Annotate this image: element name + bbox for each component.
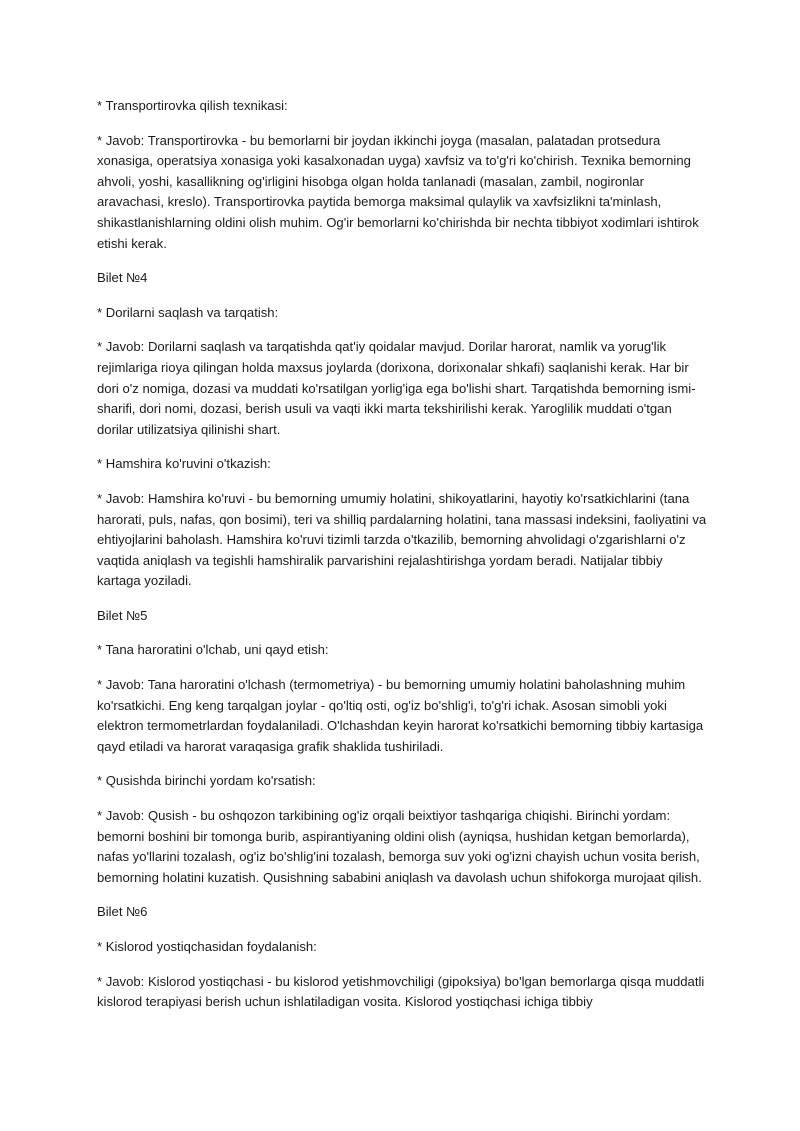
ticket-title: Bilet №5: [97, 607, 148, 623]
answer-paragraph: * Javob: Tana haroratini o'lchash (termometriya) - bu bemorning umumiy holatini baholashning muhim ko'rsatkichi. Eng keng tarqalgan joylar - qo'ltiq osti, og'iz bo'shlig'i, to'g'ri ichak. Asosan simobli yoki elektron termometrlardan foydalaniladi. O'lchashdan keyin harorat ko'rsatkichi bemorning tibbiy kartasiga qayd etiladi va harorat varaqasiga grafik shaklida tushiriladi.: [97, 677, 704, 754]
answer-paragraph: * Javob: Hamshira ko'ruvi - bu bemorning umumiy holatini, shikoyatlarini, hayotiy ko'rsatkichlarini (tana harorati, puls, nafas, qon bosimi), teri va shilliq pardalarning holatini, tana massasi indeksini, faoliyatini va ehtiyojlarini baholash. Hamshira ko'ruvi tizimli tarzda o'tkazilib, bemorning ahvolidagi o'zgarishlarni o'z vaqtida aniqlash va tegishli hamshiralik parvarishini rejalashtirishga yordam beradi. Natijalar tibbiy kartaga yoziladi.: [97, 490, 707, 589]
question-heading: * Transportirovka qilish texnikasi:: [97, 98, 288, 113]
question-heading: * Dorilarni saqlash va tarqatish:: [97, 304, 279, 320]
question-heading: * Kislorod yostiqchasidan foydalanish:: [97, 939, 317, 954]
question-heading: * Qusishda birinchi yordam ko'rsatish:: [97, 773, 316, 789]
ticket-title: Bilet №4: [97, 270, 148, 286]
answer-paragraph: * Javob: Qusish - bu oshqozon tarkibining og'iz orqali beixtiyor tashqariga chiqishi. Birinchi yordam: bemorni boshini bir tomonga burib, aspirantiyaning oldini olish (ayniqsa, hushidan ketgan bemorlarda), nafas yo'llarini tozalash, og'iz bo'shlig'ini tozalash, bemorga suv yoki og'izni chayish uchun vosita berish, bemorning holatini kuzatish. Qusishning sababini aniqlash va davolash uchun shifokorga murojaat qilish.: [97, 808, 702, 885]
ticket-title: Bilet №6: [97, 904, 148, 920]
answer-paragraph: * Javob: Transportirovka - bu bemorlarni bir joydan ikkinchi joyga (masalan, palatadan protsedura xonasiga, operatsiya xonasiga yoki kasalxonadan uyga) xavfsiz va to'g'ri ko'chirish. Texnika bemorning ahvoli, yoshi, kasallikning og'irligini hisobga olgan holda tanlanadi (masalan, zambil, nogironlar aravachasi, kreslo). Transportirovka paytida bemorga maksimal qulaylik va xavfsizlikni ta'minlash, shikastlanishlarning oldini olish muhim. Og'ir bemorlarni ko'chirishda bir nechta tibbiyot xodimlari ishtirok etishi kerak.: [97, 132, 699, 251]
answer-paragraph: * Javob: Kislorod yostiqchasi - bu kislorod yetishmovchiligi (gipoksiya) bo'lgan bemorlarga qisqa muddatli kislorod terapiyasi berish uchun ishlatiladigan vosita. Kislorod yostiqchasi ichiga tibbiy: [97, 973, 705, 1010]
answer-paragraph: * Javob: Dorilarni saqlash va tarqatishda qat'iy qoidalar mavjud. Dorilar harorat, namlik va yorug'lik rejimlariga rioya qilingan holda maxsus joylarda (dorixona, dorixonalar shkafi) saqlanishi kerak. Har bir dori o'z nomiga, dozasi va muddati ko'rsatilgan yorlig'iga ega bo'lishi shart. Tarqatishda bemorning ismi-sharifi, dori nomi, dozasi, berish usuli va vaqti ikki marta tekshirilishi kerak. Yaroglilik muddati o'tgan dorilar utilizatsiya qilinishi shart.: [97, 339, 696, 437]
question-heading: * Hamshira ko'ruvini o'tkazish:: [97, 456, 271, 472]
question-heading: * Tana haroratini o'lchab, uni qayd etish:: [97, 642, 329, 658]
document-body: [97, 96, 709, 1027]
